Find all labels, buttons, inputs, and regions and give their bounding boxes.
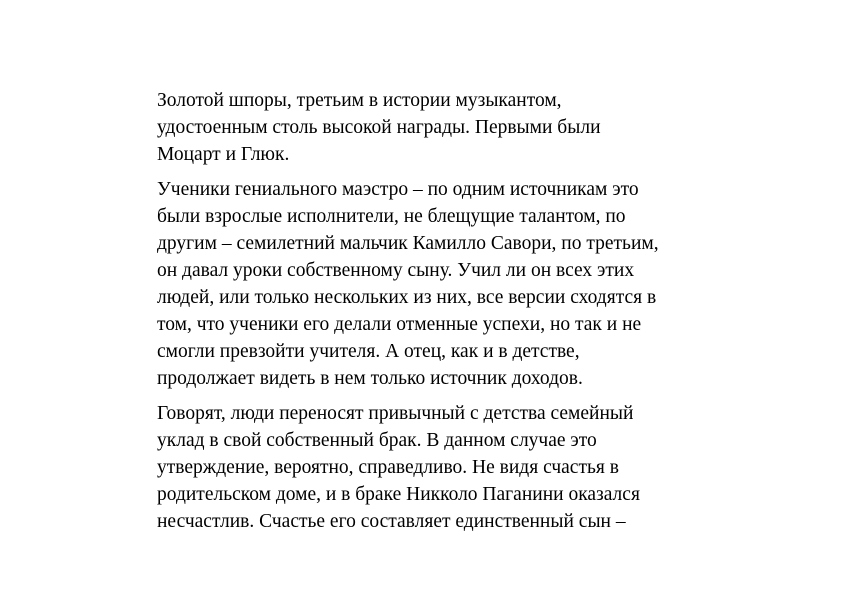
text-line: том, что ученики его делали отменные успехи, но так и не	[157, 314, 642, 335]
text-line: родительском доме, и в браке Никколо Паганини оказался	[157, 484, 640, 505]
paragraph-3	[157, 400, 737, 535]
body-text	[157, 87, 737, 543]
text-line: продолжает видеть в нем только источник доходов.	[157, 368, 583, 389]
text-line: Ученики гениального маэстро – по одним источникам это	[157, 179, 639, 200]
text-line: уклад в свой собственный брак. В данном случае это	[157, 430, 597, 451]
text-line: несчастлив. Счастье его составляет единственный сын –	[157, 511, 626, 532]
paragraph-2	[157, 176, 737, 392]
text-line: удостоенным столь высокой награды. Первыми были	[157, 117, 601, 138]
text-line: людей, или только нескольких из них, все версии сходятся в	[157, 287, 657, 308]
text-line: другим – семилетний мальчик Камилло Савори, по третьим,	[157, 233, 659, 254]
paragraph-1	[157, 87, 737, 168]
text-line: Говорят, люди переносят привычный с детства семейный	[157, 403, 634, 424]
text-line: Моцарт и Глюк.	[157, 144, 290, 165]
text-line: смогли превзойти учителя. А отец, как и в детстве,	[157, 341, 580, 362]
text-line: утверждение, вероятно, справедливо. Не видя счастья в	[157, 457, 619, 478]
text-line: он давал уроки собственному сыну. Учил ли он всех этих	[157, 260, 635, 281]
text-line: были взрослые исполнители, не блещущие талантом, по	[157, 206, 626, 227]
text-line: Золотой шпоры, третьим в истории музыкантом,	[157, 90, 562, 111]
